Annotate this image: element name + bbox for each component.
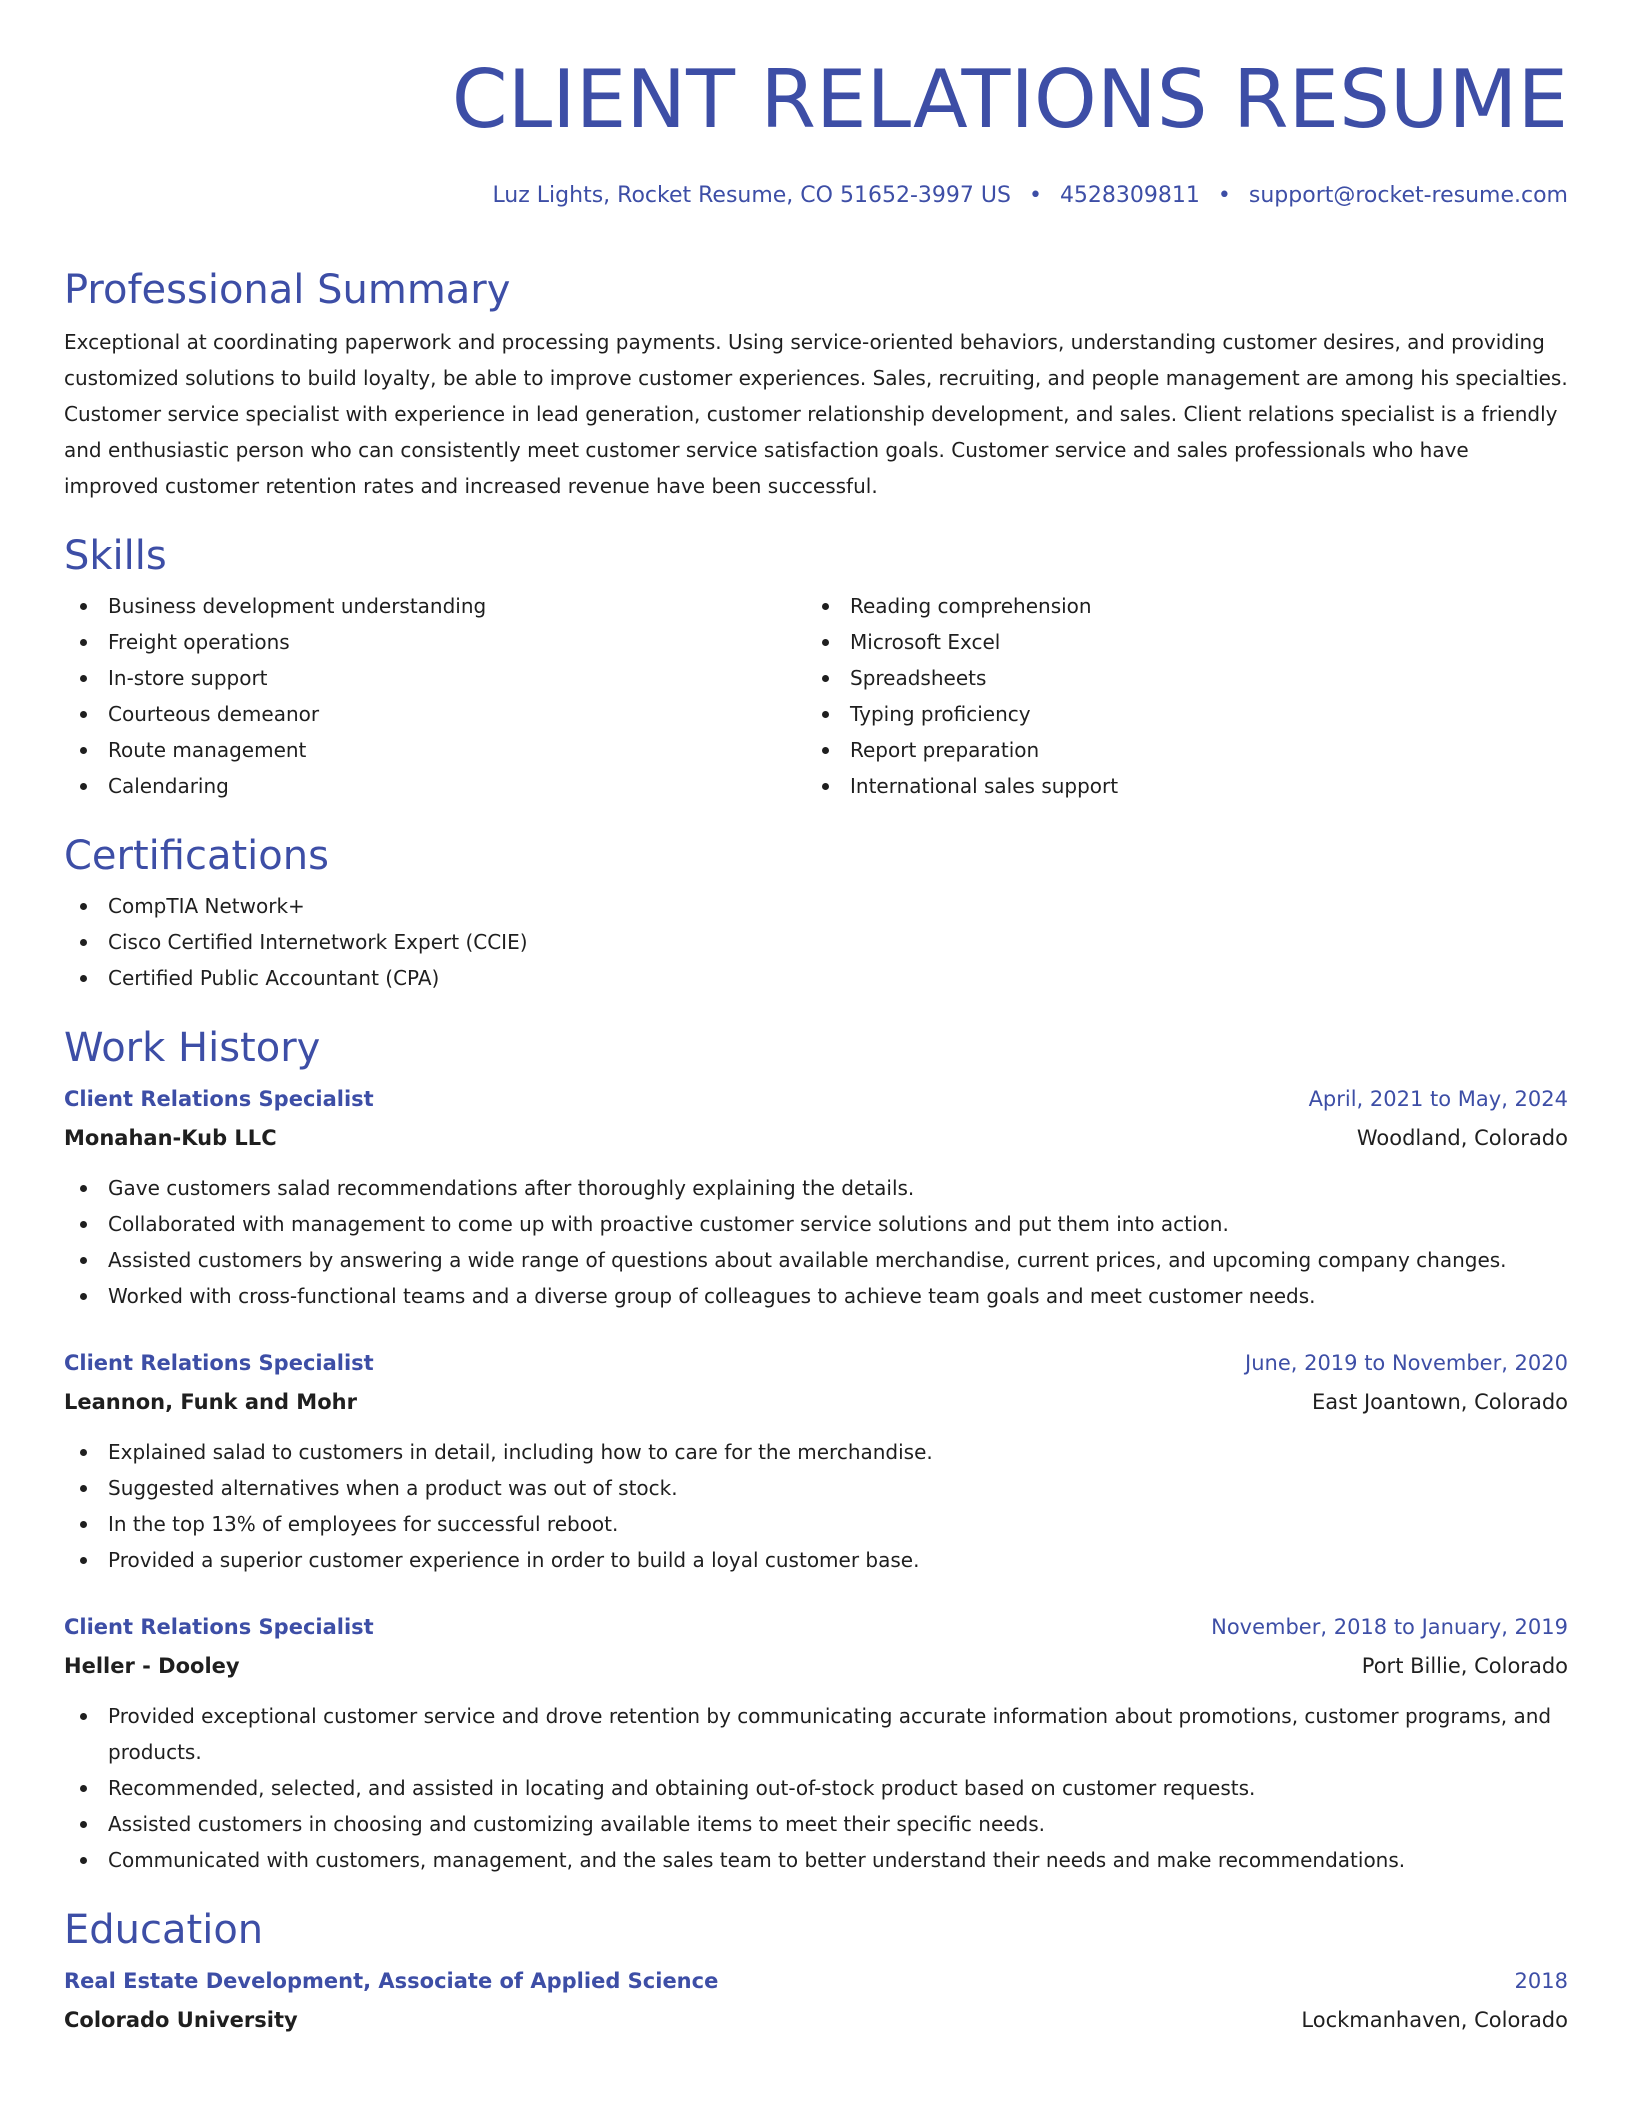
job-bullets (64, 1698, 1568, 1878)
skill-item: Business development understanding (64, 588, 806, 624)
job-location: Port Billie, Colorado (1361, 1654, 1568, 1678)
job-bullet: Gave customers salad recommendations after thoroughly explaining the details. (64, 1170, 1568, 1206)
education-year: 2018 (1514, 1969, 1568, 1993)
job-bullet: In the top 13% of employees for successful reboot. (64, 1506, 1568, 1542)
job-entry (64, 1344, 1568, 1578)
job-bullet: Recommended, selected, and assisted in locating and obtaining out-of-stock product based on customer requests. (64, 1770, 1568, 1806)
skill-item: Microsoft Excel (806, 624, 1548, 660)
job-bullet: Provided exceptional customer service and drove retention by communicating accurate information about promotions, customer programs, and products. (64, 1698, 1568, 1770)
job-location: East Joantown, Colorado (1312, 1390, 1568, 1414)
job-bullet: Collaborated with management to come up with proactive customer service solutions and put them into action. (64, 1206, 1568, 1242)
skills-section (64, 524, 1568, 804)
job-bullet: Explained salad to customers in detail, including how to care for the merchandise. (64, 1434, 1568, 1470)
skill-item: International sales support (806, 768, 1548, 804)
job-bullet: Assisted customers by answering a wide range of questions about available merchandise, current prices, and upcoming company changes. (64, 1242, 1568, 1278)
job-entry (64, 1080, 1568, 1314)
skill-item: Courteous demeanor (64, 696, 806, 732)
job-bullet: Communicated with customers, management, and the sales team to better understand their needs and make recommendations. (64, 1842, 1568, 1878)
job-dates: June, 2019 to November, 2020 (1245, 1351, 1568, 1375)
job-bullet: Worked with cross-functional teams and a diverse group of colleagues to achieve team goals and meet customer needs. (64, 1278, 1568, 1314)
job-bullets (64, 1434, 1568, 1578)
education-degree: Real Estate Development, Associate of Applied Science (64, 1969, 719, 1993)
skill-item: Calendaring (64, 768, 806, 804)
job-title: Client Relations Specialist (64, 1615, 374, 1639)
job-entry (64, 1608, 1568, 1878)
resume-title: CLIENT RELATIONS RESUME (451, 53, 1568, 146)
contact-line (492, 180, 1568, 212)
skills-columns (64, 588, 1568, 804)
certification-item: CompTIA Network+ (64, 888, 1568, 924)
job-dates: November, 2018 to January, 2019 (1211, 1615, 1568, 1639)
education-school: Colorado University (64, 2008, 298, 2032)
job-bullet: Provided a superior customer experience in order to build a loyal customer base. (64, 1542, 1568, 1578)
skill-item: Route management (64, 732, 806, 768)
skill-item: In-store support (64, 660, 806, 696)
contact-phone: 4528309811 (1059, 183, 1200, 208)
summary-heading: Professional Summary (64, 267, 511, 313)
summary-section (64, 258, 1568, 504)
job-bullet: Assisted customers in choosing and customizing available items to meet their specific needs. (64, 1806, 1568, 1842)
summary-text: Exceptional at coordinating paperwork and processing payments. Using service-oriented behaviors, understanding customer desires, and providing customized solutions to build loyalty, be able to improve customer experiences. Sales, recruiting, and people management are among his specialties. Customer service specialist with experience in lead generation, customer relationship development, and sales. Client relations specialist is a friendly and enthusiastic person who can consistently meet customer service satisfaction goals. Customer service and sales professionals who have improved customer retention rates and increased revenue have been successful. (64, 330, 1568, 498)
skill-item: Report preparation (806, 732, 1548, 768)
work-history-heading: Work History (64, 1025, 321, 1071)
job-company: Monahan-Kub LLC (64, 1126, 277, 1150)
skill-item: Spreadsheets (806, 660, 1548, 696)
skill-item: Freight operations (64, 624, 806, 660)
education-location: Lockmanhaven, Colorado (1301, 2008, 1568, 2032)
job-title: Client Relations Specialist (64, 1087, 374, 1111)
certifications-list (64, 888, 1568, 996)
contact-separator: • (1217, 183, 1231, 208)
contact-email[interactable]: support@rocket-resume.com (1248, 183, 1568, 208)
skills-heading: Skills (64, 533, 167, 579)
skills-list-left (64, 588, 806, 804)
job-company: Heller - Dooley (64, 1654, 240, 1678)
skills-list-right (806, 588, 1548, 804)
certification-item: Certified Public Accountant (CPA) (64, 960, 1568, 996)
education-section (64, 1898, 1568, 2040)
job-bullets (64, 1170, 1568, 1314)
work-history-section (64, 1016, 1568, 1878)
certification-item: Cisco Certified Internetwork Expert (CCIE) (64, 924, 1568, 960)
job-bullet: Suggested alternatives when a product was out of stock. (64, 1470, 1568, 1506)
skill-item: Reading comprehension (806, 588, 1548, 624)
contact-separator: • (1028, 183, 1042, 208)
job-location: Woodland, Colorado (1356, 1126, 1568, 1150)
certifications-heading: Certifications (64, 833, 329, 879)
job-company: Leannon, Funk and Mohr (64, 1390, 357, 1414)
resume-content (64, 258, 1568, 2040)
job-dates: April, 2021 to May, 2024 (1308, 1087, 1568, 1111)
skill-item: Typing proficiency (806, 696, 1548, 732)
education-heading: Education (64, 1907, 264, 1953)
certifications-section (64, 824, 1568, 996)
job-title: Client Relations Specialist (64, 1351, 374, 1375)
contact-address: Luz Lights, Rocket Resume, CO 51652-3997 US (492, 183, 1011, 208)
